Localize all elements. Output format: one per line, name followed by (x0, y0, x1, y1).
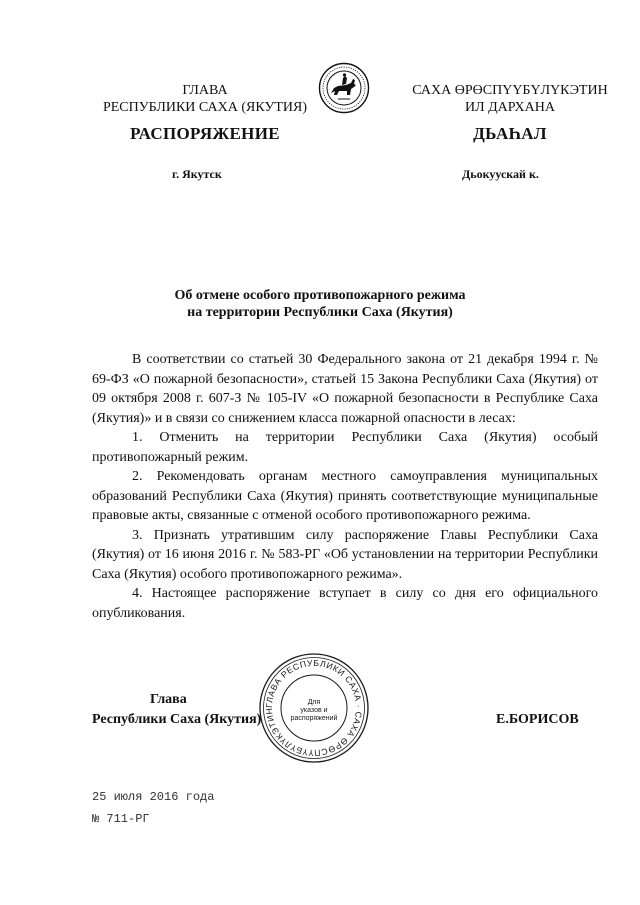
signatory-title-line1: Глава (150, 692, 187, 707)
document-number: № 711-РГ (92, 812, 150, 826)
subject-line2: на территории Республики Саха (Якутия) (187, 305, 453, 320)
place-left: г. Якутск (172, 167, 222, 181)
issuer-right-line1: САХА ӨРӨСПҮҮБҮЛҮКЭТИН (412, 83, 608, 98)
item-1: 1. Отменить на территории Республики Саха (Якутия) особый противопожарный режим. (92, 430, 598, 465)
signatory-name: Е.БОРИСОВ (496, 712, 579, 727)
stamp-ring-text: ГЛАВА РЕСПУБЛИКИ САХА · САХА ӨРӨСПҮҮБҮЛҮКЭТИН (263, 657, 365, 759)
issuer-right-line2: ИЛ ДАРХАНА (464, 100, 555, 115)
intro-paragraph: В соответствии со статьей 30 Федерального закона от 21 декабря 1994 г. № 69-ФЗ «О пожарной безопасности», статьей 15 Закона Республики Саха (Якутия) от 09 октября 2008 г. 607-З № 105-IV «О пожарной безопасности в Республике Саха (Якутия)» и в связи со снижением класса пожарной опасности в лесах: (92, 352, 598, 426)
issuer-left-line1: ГЛАВА (182, 83, 228, 98)
item-4: 4. Настоящее распоряжение вступает в силу со дня его официального опубликования. (92, 586, 598, 621)
official-stamp (258, 652, 370, 764)
stamp-center-line1: Для (307, 699, 321, 706)
place-right: Дьокуускай к. (462, 167, 539, 181)
stamp-center-line2: указов и (300, 707, 328, 714)
stamp-center-line3: распоряжений (290, 715, 338, 722)
issuer-right (395, 82, 625, 116)
signatory-title-line2: Республики Саха (Якутия) (92, 712, 262, 727)
doc-type-right: ДЬАҺАЛ (473, 124, 547, 143)
issuer-left (70, 82, 340, 116)
item-3: 3. Признать утратившим силу распоряжение Главы Республики Саха (Якутия) от 16 июня 2016 г. № 583-РГ «Об установлении на территории Республики Саха (Якутия) особого противопожарного режима». (92, 527, 598, 582)
document-subject (100, 287, 540, 321)
subject-line1: Об отмене особого противопожарного режима (174, 288, 466, 303)
document-body (92, 350, 598, 623)
issuer-left-line2: РЕСПУБЛИКИ САХА (ЯКУТИЯ) (102, 100, 308, 115)
doc-type-left: РАСПОРЯЖЕНИЕ (130, 124, 280, 143)
coat-of-arms-horseman-icon (318, 62, 370, 114)
document-date: 25 июля 2016 года (92, 790, 215, 804)
item-2: 2. Рекомендовать органам местного самоуправления муниципальных образований Республики Саха (Якутия) принять соответствующие муниципальные правовые акты, связанные с отменой особого противопожарного режима. (92, 469, 598, 523)
